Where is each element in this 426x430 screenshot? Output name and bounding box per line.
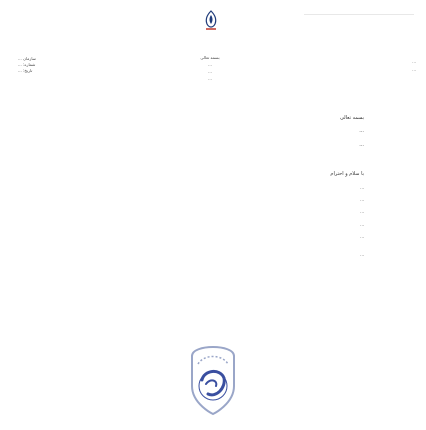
body-line: ... [360,185,364,190]
emblem-icon [201,9,221,33]
meta-center-line: ... [208,62,212,67]
body-line: ... [360,197,364,202]
organization-logo-icon [182,336,244,418]
meta-right-line: ... [412,67,416,72]
meta-left [18,56,82,74]
meta-left-line: تاریخ: ... [18,68,33,73]
header-right-decoration [304,8,414,20]
body-line: ... [360,234,364,239]
greeting: با سلام و احترام [330,171,364,177]
meta-right [296,58,416,74]
meta-center [130,54,290,82]
intro-line: ... [359,128,364,134]
meta-center-line: بسمه تعالی [200,55,220,60]
body-line: ... [360,209,364,214]
signature-name: ... [360,252,364,257]
meta-left-line: شماره: ... [18,62,36,67]
meta-center-line: ... [208,76,212,81]
intro-line: بسمه تعالی [339,115,364,121]
subject-line: ... [359,142,364,148]
meta-right-line: ... [412,59,416,64]
body-line: ... [360,222,364,227]
meta-center-line: ... [208,69,212,74]
meta-left-line: سازمان ... [18,56,36,61]
